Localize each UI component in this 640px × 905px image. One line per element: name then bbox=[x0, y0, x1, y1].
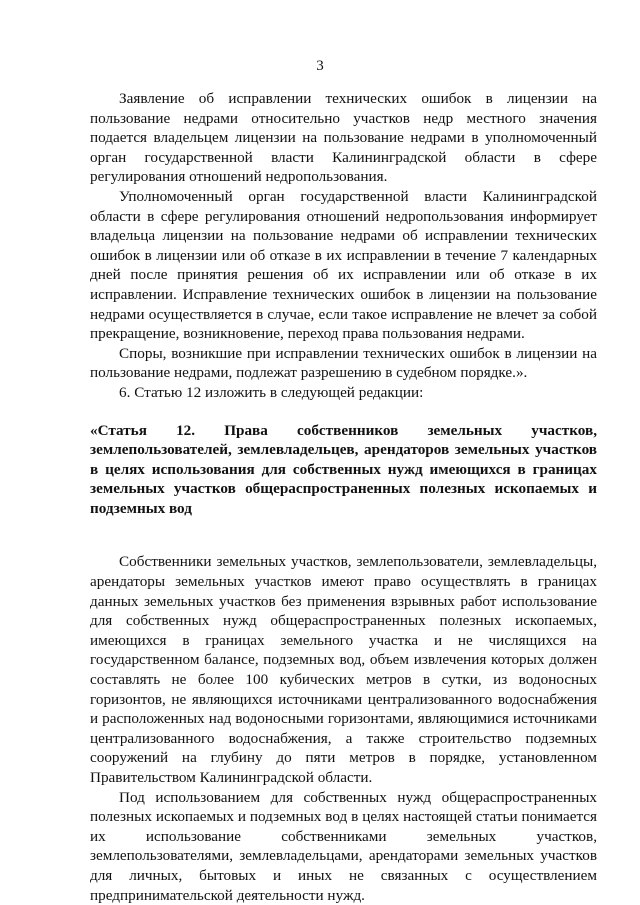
page-number: 3 bbox=[316, 58, 324, 74]
paragraph-application-submission: Заявление об исправлении технических ошибок в лицензии на пользование недрами относительно участков недр местного значения подается владельцем лицензии на пользование недрами в уполномоченный орган государственной власти Калининградской области в сфере регулирования отношений недропользования. bbox=[90, 90, 597, 186]
paragraph-authority-informs: Уполномоченный орган государственной власти Калининградской области в сфере регулирования отношений недропользования информирует владельца лицензии на пользование недрами об исправлении технических ошибок в лицензии или об отказе в их исправлении в течение 7 календарных дней после принятия решения об их исправлении или об отказе в их исправлении. Исправление технических ошибок в лицензии на пользование недрами осуществляется в случае, если такое исправление не влечет за собой прекращение, возникновение, переход права пользования недрами. bbox=[90, 187, 597, 343]
paragraph-amendment-instruction: 6. Статью 12 изложить в следующей редакции: bbox=[119, 383, 424, 401]
paragraph-own-needs-definition: Под использованием для собственных нужд общераспространенных полезных ископаемых и подземных вод в целях настоящей статьи понимается их использование собственниками земельных участков, землепользователями, землевладельцами, арендаторами земельных участков для личных, бытовых и иных не связанных с осуществлением предпринимательской деятельности нужд. bbox=[90, 788, 597, 904]
paragraph-owners-rights: Собственники земельных участков, землепользователи, землевладельцы, арендаторы земельных участков имеют право осуществлять в границах данных земельных участков без применения взрывных работ использование для собственных нужд общераспространенных полезных ископаемых, имеющихся в границах земельного участка и не числящихся на государственном балансе, подземных вод, объем извлечения которых должен составлять не более 100 кубических метров в сутки, из водоносных горизонтов, не являющихся источниками централизованного водоснабжения и расположенных над водоносными горизонтами, являющимися источниками централизованного водоснабжения, а также строительство подземных сооружений на глубину до пяти метров в порядке, установленном Правительством Калининградской области. bbox=[90, 553, 597, 786]
article-12-heading: «Статья 12. Права собственников земельных участков, землепользователей, землевладельцев, арендаторов земельных участков в целях использования для собственных нужд имеющихся в границах земельных участков общераспространенных полезных ископаемых и подземных вод bbox=[90, 421, 597, 517]
document-body bbox=[90, 89, 597, 905]
paragraph-disputes: Споры, возникшие при исправлении технических ошибок в лицензии на пользование недрами, подлежат разрешению в судебном порядке.». bbox=[90, 344, 597, 382]
